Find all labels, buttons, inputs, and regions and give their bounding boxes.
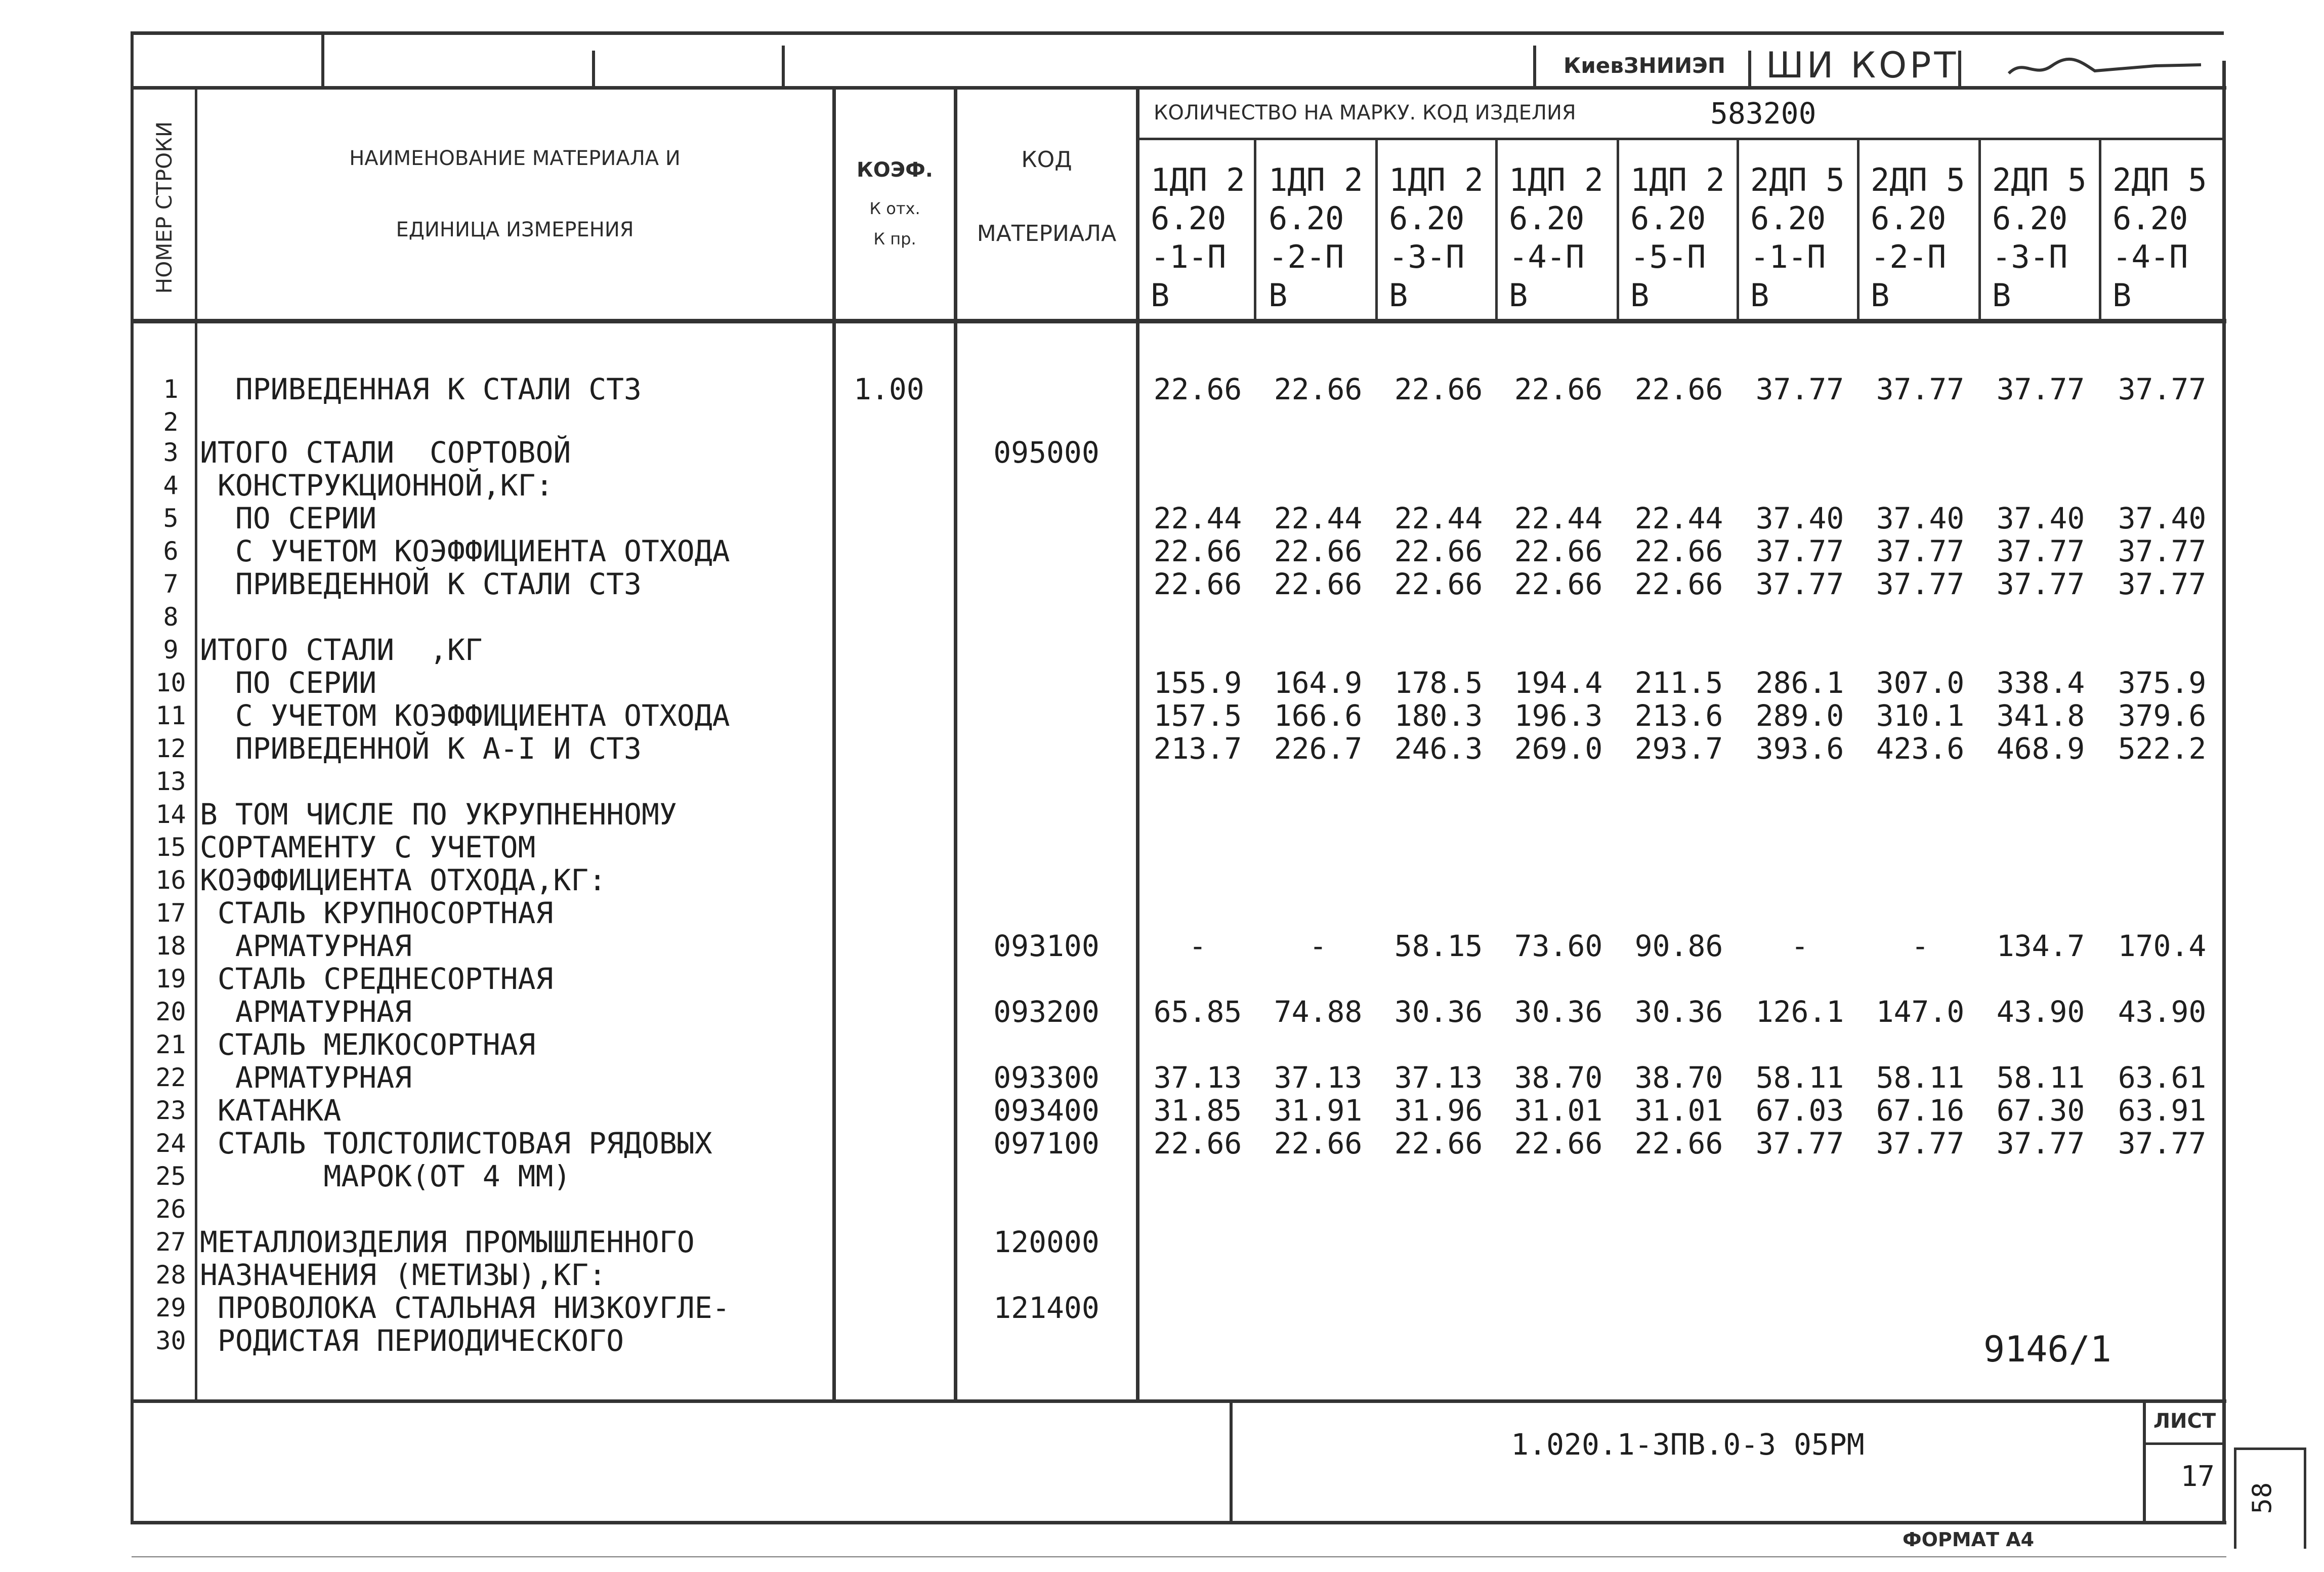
col-2-l1: 1ДП 2 — [1269, 161, 1363, 198]
row-value: 37.77 — [1755, 534, 1844, 568]
row-value: 22.66 — [1274, 1126, 1363, 1161]
row-name: ПРИВЕДЕННОЙ К А-I И СТЗ — [200, 731, 642, 766]
row-number: 4 — [163, 471, 179, 500]
row-value: 126.1 — [1755, 995, 1844, 1029]
row-value: 157.5 — [1153, 698, 1242, 733]
row-number: 6 — [163, 536, 179, 566]
col-header-6 — [1739, 161, 1861, 323]
row-value: 289.0 — [1755, 698, 1844, 733]
row-value: 269.0 — [1514, 731, 1603, 766]
col-header-9 — [2101, 161, 2223, 323]
row-name: С УЧЕТОМ КОЭФФИЦИЕНТА ОТХОДА — [200, 698, 730, 733]
row-name: ПО СЕРИИ — [200, 501, 377, 535]
row-number: 8 — [163, 602, 179, 632]
row-value: 37.77 — [1996, 534, 2085, 568]
row-value: 37.77 — [1876, 372, 1965, 406]
row-koef: 1.00 — [854, 372, 924, 406]
sheet-number: 17 — [2180, 1460, 2215, 1493]
row-number: 16 — [155, 865, 186, 895]
row-value: 226.7 — [1274, 731, 1363, 766]
col-8-l4: В — [1992, 277, 2011, 314]
row-number: 10 — [155, 668, 186, 697]
row-name: СОРТАМЕНТУ С УЧЕТОМ — [200, 830, 536, 864]
row-number: 30 — [155, 1326, 186, 1355]
row-value: 22.66 — [1514, 372, 1603, 406]
col-9-l3: -4-П — [2112, 238, 2188, 275]
row-value: 22.66 — [1394, 567, 1483, 601]
col-2-l3: -2-П — [1269, 238, 1344, 275]
row-value: 58.11 — [1876, 1060, 1965, 1095]
row-value: - — [1911, 929, 1929, 963]
row-value: 134.7 — [1996, 929, 2085, 963]
row-value: 37.13 — [1394, 1060, 1483, 1095]
row-value: 31.91 — [1274, 1093, 1363, 1128]
col-5-l3: -5-П — [1630, 238, 1706, 275]
koef-header — [836, 147, 954, 254]
row-number: 29 — [155, 1293, 186, 1322]
row-number: 21 — [155, 1030, 186, 1059]
row-material-code: 120000 — [993, 1225, 1100, 1259]
col-3-l2: 6.20 — [1389, 200, 1465, 237]
row-value: 423.6 — [1876, 731, 1965, 766]
row-name: СТАЛЬ КРУПНОСОРТНАЯ — [200, 896, 554, 930]
row-value: 22.66 — [1153, 1126, 1242, 1161]
row-number: 1 — [163, 375, 179, 404]
row-value: 37.77 — [1755, 567, 1844, 601]
row-name: ИТОГО СТАЛИ ,КГ — [200, 633, 483, 667]
row-value: 22.44 — [1274, 501, 1363, 535]
row-value: 37.77 — [2118, 1126, 2207, 1161]
row-value: 22.66 — [1274, 567, 1363, 601]
row-value: 22.44 — [1394, 501, 1483, 535]
col-1-l4: В — [1151, 277, 1170, 314]
row-value: 37.77 — [2118, 534, 2207, 568]
row-value: 37.77 — [2118, 372, 2207, 406]
row-name: НАЗНАЧЕНИЯ (МЕТИЗЫ),КГ: — [200, 1258, 607, 1292]
row-material-code: 095000 — [993, 435, 1100, 470]
row-name: СТАЛЬ СРЕДНЕСОРТНАЯ — [200, 962, 554, 996]
row-name: АРМАТУРНАЯ — [200, 929, 412, 963]
row-value: 67.30 — [1996, 1093, 2085, 1128]
row-name: ПРОВОЛОКА СТАЛЬНАЯ НИЗКОУГЛЕ- — [200, 1291, 730, 1325]
row-number: 26 — [155, 1194, 186, 1224]
row-material-code: 097100 — [993, 1126, 1100, 1161]
col-4-l4: В — [1509, 277, 1528, 314]
format-label: ФОРМАТ А4 — [1903, 1528, 2035, 1551]
sheet-label: ЛИСТ — [2153, 1410, 2216, 1433]
row-number: 22 — [155, 1063, 186, 1092]
row-number-header: НОМЕР СТРОКИ — [152, 121, 177, 294]
document-code: 1.020.1-3ПВ.0-3 05РМ — [1511, 1427, 1865, 1462]
row-value: 74.88 — [1274, 995, 1363, 1029]
row-value: 22.66 — [1634, 567, 1723, 601]
row-value: 90.86 — [1634, 929, 1723, 963]
col-header-5 — [1619, 161, 1741, 323]
col-6-l1: 2ДП 5 — [1750, 161, 1845, 198]
row-value: 37.77 — [1755, 372, 1844, 406]
row-value: 37.77 — [1996, 1126, 2085, 1161]
org-name: КиевЗНИИЭП — [1564, 53, 1726, 78]
col-7-l1: 2ДП 5 — [1871, 161, 1965, 198]
row-value: 37.13 — [1153, 1060, 1242, 1095]
row-value: 22.66 — [1514, 534, 1603, 568]
material-name-header-line1: НАИМЕНОВАНИЕ МАТЕРИАЛА И — [349, 147, 681, 170]
row-value: 73.60 — [1514, 929, 1603, 963]
row-value: 180.3 — [1394, 698, 1483, 733]
row-value: 341.8 — [1996, 698, 2085, 733]
col-7-l2: 6.20 — [1871, 200, 1947, 237]
row-number: 18 — [155, 931, 186, 961]
side-page-number: 58 — [2247, 1482, 2278, 1514]
row-name: СТАЛЬ МЕЛКОСОРТНАЯ — [200, 1027, 536, 1062]
col-6-l4: В — [1750, 277, 1769, 314]
row-name: РОДИСТАЯ ПЕРИОДИЧЕСКОГО — [200, 1323, 624, 1358]
col-3-l1: 1ДП 2 — [1389, 161, 1484, 198]
row-value: 37.40 — [2118, 501, 2207, 535]
row-value: 194.4 — [1514, 666, 1603, 700]
row-value: 164.9 — [1274, 666, 1363, 700]
row-value: 22.66 — [1634, 1126, 1723, 1161]
row-material-code: 093200 — [993, 995, 1100, 1029]
col-1-l1: 1ДП 2 — [1151, 161, 1245, 198]
row-value: 31.01 — [1514, 1093, 1603, 1128]
row-name: КОНСТРУКЦИОННОЙ,КГ: — [200, 468, 554, 503]
row-value: 58.11 — [1755, 1060, 1844, 1095]
row-value: 166.6 — [1274, 698, 1363, 733]
col-1-l2: 6.20 — [1151, 200, 1227, 237]
row-material-code: 121400 — [993, 1291, 1100, 1325]
col-9-l1: 2ДП 5 — [2112, 161, 2207, 198]
row-value: 155.9 — [1153, 666, 1242, 700]
col-4-l1: 1ДП 2 — [1509, 161, 1603, 198]
row-value: 338.4 — [1996, 666, 2085, 700]
row-value: 22.66 — [1514, 567, 1603, 601]
code-header-line2: МАТЕРИАЛА — [977, 221, 1117, 246]
row-number: 2 — [163, 407, 179, 437]
row-number: 19 — [155, 964, 186, 994]
row-value: 37.77 — [1876, 534, 1965, 568]
material-code-header — [957, 147, 1136, 246]
row-number: 15 — [155, 833, 186, 862]
row-number: 23 — [155, 1096, 186, 1125]
row-value: 63.91 — [2118, 1093, 2207, 1128]
row-value: 38.70 — [1514, 1060, 1603, 1095]
row-material-code: 093100 — [993, 929, 1100, 963]
col-5-l2: 6.20 — [1630, 200, 1706, 237]
col-8-l3: -3-П — [1992, 238, 2068, 275]
project-stamp: ШИ КОРТ — [1766, 45, 1959, 86]
col-6-l2: 6.20 — [1750, 200, 1826, 237]
row-value: 37.77 — [1996, 567, 2085, 601]
koef-header-line2: К отх. — [869, 199, 920, 218]
row-value: 65.85 — [1153, 995, 1242, 1029]
row-value: 170.4 — [2118, 929, 2207, 963]
col-3-l3: -3-П — [1389, 238, 1465, 275]
row-value: - — [1791, 929, 1809, 963]
material-name-header — [197, 147, 832, 241]
row-name: СТАЛЬ ТОЛСТОЛИСТОВАЯ РЯДОВЫХ — [200, 1126, 712, 1161]
row-value: 58.11 — [1996, 1060, 2085, 1095]
row-value: - — [1309, 929, 1327, 963]
row-value: 468.9 — [1996, 731, 2085, 766]
row-number: 28 — [155, 1260, 186, 1290]
row-value: 310.1 — [1876, 698, 1965, 733]
row-value: 31.01 — [1634, 1093, 1723, 1128]
row-number: 24 — [155, 1129, 186, 1158]
row-value: 22.66 — [1634, 534, 1723, 568]
koef-header-line1: КОЭФ. — [857, 158, 933, 182]
row-name: ПО СЕРИИ — [200, 666, 377, 700]
row-value: 31.96 — [1394, 1093, 1483, 1128]
row-value: 37.77 — [1876, 567, 1965, 601]
row-value: 22.66 — [1153, 534, 1242, 568]
row-name: МАРОК(ОТ 4 ММ) — [200, 1159, 571, 1193]
row-value: 37.40 — [1996, 501, 2085, 535]
row-material-code: 093300 — [993, 1060, 1100, 1095]
row-value: 37.77 — [1755, 1126, 1844, 1161]
row-value: 22.66 — [1394, 1126, 1483, 1161]
col-3-l4: В — [1389, 277, 1408, 314]
material-name-header-line2: ЕДИНИЦА ИЗМЕРЕНИЯ — [396, 218, 634, 241]
row-number: 27 — [155, 1227, 186, 1257]
row-value: 522.2 — [2118, 731, 2207, 766]
col-5-l1: 1ДП 2 — [1630, 161, 1725, 198]
row-name: КАТАНКА — [200, 1093, 342, 1128]
col-4-l3: -4-П — [1509, 238, 1585, 275]
row-value: 43.90 — [1996, 995, 2085, 1029]
col-8-l1: 2ДП 5 — [1992, 161, 2087, 198]
row-value: 246.3 — [1394, 731, 1483, 766]
col-2-l2: 6.20 — [1269, 200, 1344, 237]
sheet-note: 9146/1 — [1983, 1329, 2111, 1370]
row-value: 37.77 — [1876, 1126, 1965, 1161]
col-7-l3: -2-П — [1871, 238, 1947, 275]
row-value: 22.44 — [1514, 501, 1603, 535]
row-name: ПРИВЕДЕННОЙ К СТАЛИ СТЗ — [200, 567, 642, 601]
row-name: ИТОГО СТАЛИ СОРТОВОЙ — [200, 435, 571, 470]
row-value: 22.44 — [1634, 501, 1723, 535]
col-header-8 — [1981, 161, 2102, 323]
row-value: 22.66 — [1634, 372, 1723, 406]
row-value: 22.66 — [1394, 372, 1483, 406]
row-value: 37.77 — [2118, 567, 2207, 601]
col-header-1 — [1139, 161, 1261, 323]
row-number: 11 — [155, 701, 186, 730]
row-value: 213.6 — [1634, 698, 1723, 733]
row-value: 22.66 — [1274, 534, 1363, 568]
koef-header-line3: К пр. — [873, 229, 916, 249]
row-value: 37.77 — [1996, 372, 2085, 406]
row-value: 30.36 — [1514, 995, 1603, 1029]
row-number: 7 — [163, 569, 179, 599]
row-value: 393.6 — [1755, 731, 1844, 766]
row-value: 22.66 — [1153, 372, 1242, 406]
row-number: 14 — [155, 800, 186, 829]
row-number: 5 — [163, 504, 179, 533]
row-number: 17 — [155, 898, 186, 928]
row-value: 22.66 — [1274, 372, 1363, 406]
row-value: 213.7 — [1153, 731, 1242, 766]
row-number: 9 — [163, 635, 179, 665]
row-value: 22.44 — [1153, 501, 1242, 535]
row-material-code: 093400 — [993, 1093, 1100, 1128]
col-4-l2: 6.20 — [1509, 200, 1585, 237]
row-value: 22.66 — [1153, 567, 1242, 601]
row-value: 293.7 — [1634, 731, 1723, 766]
row-value: 375.9 — [2118, 666, 2207, 700]
row-value: 211.5 — [1634, 666, 1723, 700]
row-value: 30.36 — [1634, 995, 1723, 1029]
row-value: 37.40 — [1876, 501, 1965, 535]
col-7-l4: В — [1871, 277, 1890, 314]
row-value: 67.16 — [1876, 1093, 1965, 1128]
row-name: В ТОМ ЧИСЛЕ ПО УКРУПНЕННОМУ — [200, 797, 677, 832]
row-value: - — [1189, 929, 1207, 963]
row-number: 3 — [163, 438, 179, 467]
col-header-3 — [1378, 161, 1499, 323]
row-number: 13 — [155, 767, 186, 796]
col-9-l2: 6.20 — [2112, 200, 2188, 237]
row-value: 31.85 — [1153, 1093, 1242, 1128]
row-number: 12 — [155, 734, 186, 763]
row-value: 307.0 — [1876, 666, 1965, 700]
col-9-l4: В — [2112, 277, 2132, 314]
signature-mark — [2004, 51, 2206, 86]
row-value: 37.40 — [1755, 501, 1844, 535]
row-value: 67.03 — [1755, 1093, 1844, 1128]
col-6-l3: -1-П — [1750, 238, 1826, 275]
row-value: 286.1 — [1755, 666, 1844, 700]
row-value: 22.66 — [1394, 534, 1483, 568]
col-8-l2: 6.20 — [1992, 200, 2068, 237]
row-value: 58.15 — [1394, 929, 1483, 963]
col-header-2 — [1257, 161, 1379, 323]
row-name: ПРИВЕДЕННАЯ К СТАЛИ СТЗ — [200, 372, 642, 406]
col-1-l3: -1-П — [1151, 238, 1227, 275]
row-value: 147.0 — [1876, 995, 1965, 1029]
row-value: 30.36 — [1394, 995, 1483, 1029]
row-number: 20 — [155, 997, 186, 1026]
row-name: АРМАТУРНАЯ — [200, 1060, 412, 1095]
row-name: АРМАТУРНАЯ — [200, 995, 412, 1029]
row-name: МЕТАЛЛОИЗДЕЛИЯ ПРОМЫШЛЕННОГО — [200, 1225, 695, 1259]
row-name: С УЧЕТОМ КОЭФФИЦИЕНТА ОТХОДА — [200, 534, 730, 568]
row-name: КОЭФФИЦИЕНТА ОТХОДА,КГ: — [200, 863, 607, 897]
row-value: 22.66 — [1514, 1126, 1603, 1161]
product-code: 583200 — [1710, 96, 1816, 131]
col-header-7 — [1860, 161, 1981, 323]
row-value: 37.13 — [1274, 1060, 1363, 1095]
row-value: 379.6 — [2118, 698, 2207, 733]
row-value: 43.90 — [2118, 995, 2207, 1029]
col-5-l4: В — [1630, 277, 1650, 314]
code-header-line1: КОД — [1021, 147, 1072, 173]
row-value: 38.70 — [1634, 1060, 1723, 1095]
row-value: 196.3 — [1514, 698, 1603, 733]
quantity-header: КОЛИЧЕСТВО НА МАРКУ. КОД ИЗДЕЛИЯ — [1154, 101, 1576, 125]
row-value: 178.5 — [1394, 666, 1483, 700]
col-2-l4: В — [1269, 277, 1288, 314]
col-header-4 — [1498, 161, 1619, 323]
row-number: 25 — [155, 1162, 186, 1191]
row-value: 63.61 — [2118, 1060, 2207, 1095]
